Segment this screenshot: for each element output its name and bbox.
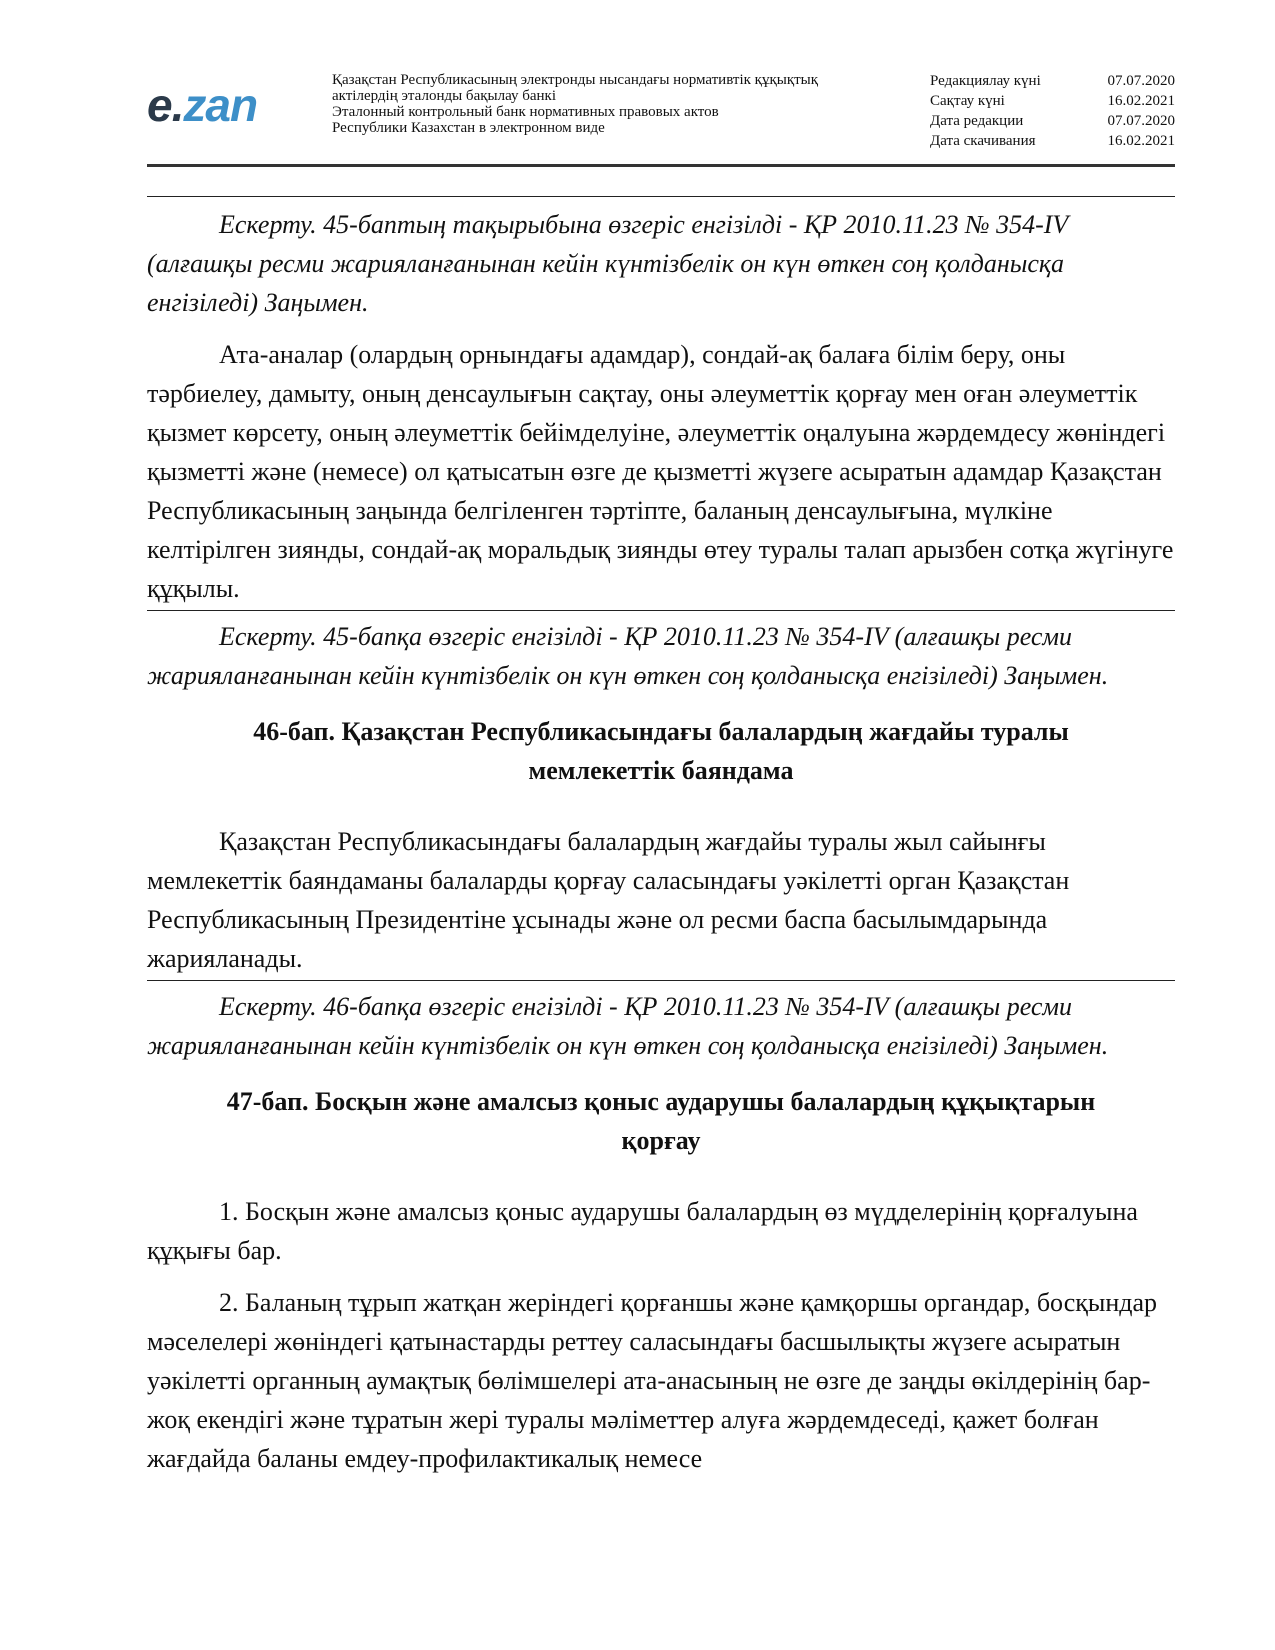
header-description-line: Қазақстан Республикасының электронды нысандағы нормативтік құқықтық xyxy=(332,72,819,88)
document-header xyxy=(147,64,1175,162)
paragraph: 1. Босқын және амалсыз қоныс аударушы балалардың өз мүдделерінің қорғалуына құқығы бар. xyxy=(147,1197,1138,1265)
amendment-note: Ескерту. 46-бапқа өзгеріс енгізілді - ҚР 2010.11.23 № 354-IV (алғашқы ресми жарияланғанынан кейін күнтізбелік он күн өткен соң қолданысқа енгізіледі) Заңымен. xyxy=(147,992,1109,1060)
meta-label: Сақтау күні xyxy=(930,93,1005,109)
meta-row-download-date-ru xyxy=(930,131,1175,151)
note-divider xyxy=(147,610,1175,611)
header-description xyxy=(332,72,892,136)
amendment-note: Ескерту. 45-бапқа өзгеріс енгізілді - ҚР 2010.11.23 № 354-IV (алғашқы ресми жарияланғанынан кейін күнтізбелік он күн өткен соң қолданысқа енгізіледі) Заңымен. xyxy=(147,622,1109,690)
logo-e: e xyxy=(147,79,172,131)
header-description-line: актілердің эталонды бақылау банкі xyxy=(332,88,556,104)
meta-label: Редакциялау күні xyxy=(930,73,1041,89)
logo-zan: zan xyxy=(183,79,258,131)
meta-value: 16.02.2021 xyxy=(1107,93,1175,109)
meta-row-edit-date-ru xyxy=(930,111,1175,131)
meta-row-save-date-kz xyxy=(930,91,1175,111)
logo-dot: . xyxy=(171,79,184,131)
paragraph: 2. Баланың тұрып жатқан жеріндегі қорғаншы және қамқоршы органдар, босқындар мәселелері жөніндегі қатынастарды реттеу саласындағы басшылықты жүзеге асыратын уәкілетті органның аумақтық бөлімшелері ата-анасының не өзге де заңды өкілдерінің бар-жоқ екендігі және тұратын жері туралы мәліметтер алуға жәрдемдеседі, қажет болған жағдайда баланы емдеу-профилактикалық немесе xyxy=(147,1288,1158,1473)
paragraph: Ата-аналар (олардың орнындағы адамдар), сондай-ақ балаға білім беру, оны тәрбиелеу, дамыту, оның денсаулығын сақтау, оны әлеуметтік қорғау мен оған әлеуметтік қызмет көрсету, оның әлеуметтік бейімделуіне, әлеуметтік оңалуына жәрдемдесу жөніндегі қызметті және (немесе) ол қатысатын өзге де қызметті жүзеге асыратын адамдар Қазақстан Республикасының заңында белгіленген тәртіпте, баланың денсаулығына, мүлкіне келтірілген зиянды, сондай-ақ моральдық зиянды өтеу туралы талап арызбен сотқа жүгінуге құқылы. xyxy=(147,340,1174,603)
ezan-logo xyxy=(147,79,258,131)
meta-value: 07.07.2020 xyxy=(1107,73,1175,89)
amendment-note: Ескерту. 45-баптың тақырыбына өзгеріс енгізілді - ҚР 2010.11.23 № 354-IV (алғашқы ресми жарияланғанынан кейін күнтізбелік он күн өткен соң қолданысқа енгізіледі) Заңымен. xyxy=(147,210,1068,317)
meta-value: 16.02.2021 xyxy=(1107,133,1175,149)
note-divider xyxy=(147,980,1175,981)
header-rule xyxy=(147,164,1175,167)
paragraph: Қазақстан Республикасындағы балалардың жағдайы туралы жыл сайынғы мемлекеттік баяндаманы балаларды қорғау саласындағы уәкілетті орган Қазақстан Республикасының Президентіне ұсынады және ол ресми баспа басылымдарында жарияланады. xyxy=(147,827,1070,973)
meta-label: Дата скачивания xyxy=(930,133,1036,149)
article-heading-46: 46-бап. Қазақстан Республикасындағы балалардың жағдайы туралы мемлекеттік баяндама xyxy=(253,717,1069,785)
header-meta xyxy=(930,71,1175,151)
meta-row-edit-date-kz xyxy=(930,71,1175,91)
header-description-line: Республики Казахстан в электронном виде xyxy=(332,120,605,136)
article-heading-47: 47-бап. Босқын және амалсыз қоныс аударушы балалардың құқықтарын қорғау xyxy=(226,1087,1096,1155)
document-body xyxy=(147,196,1175,1478)
meta-value: 07.07.2020 xyxy=(1107,113,1175,129)
meta-label: Дата редакции xyxy=(930,113,1024,129)
note-divider xyxy=(147,196,1175,197)
header-description-line: Эталонный контрольный банк нормативных правовых актов xyxy=(332,104,719,120)
